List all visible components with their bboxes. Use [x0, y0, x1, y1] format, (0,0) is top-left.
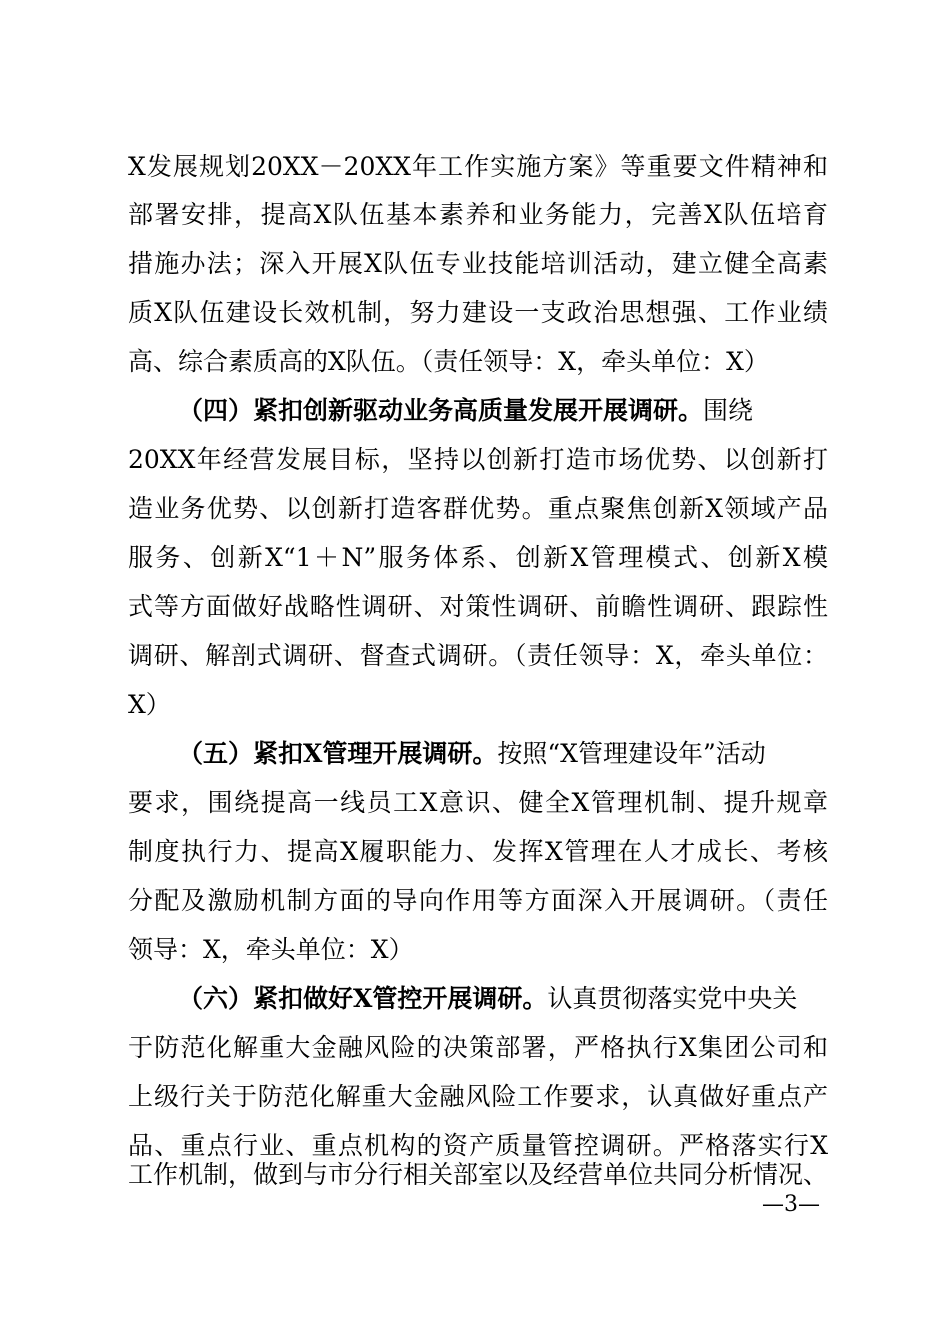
section-4-heading: （四）紧扣创新驱动业务高质量发展开展调研。 — [178, 396, 704, 425]
text-line: 上级行关于防范化解重大金融风险工作要求，认真做好重点产 — [128, 1082, 828, 1111]
text-line: 调研、解剖式调研、督查式调研。（责任领导：X，牵头单位： — [128, 641, 828, 670]
text-line: 要求，围绕提高一线员工X意识、健全X管理机制、提升规章 — [128, 788, 828, 817]
section-5-heading: （五）紧扣X管理开展调研。 — [178, 739, 498, 768]
text-line: 20XX年经营发展目标，坚持以创新打造市场优势、以创新打 — [128, 445, 828, 474]
text-line: 工作机制，做到与市分行相关部室以及经营单位共同分析情况、 — [128, 1160, 829, 1189]
text-line: 服务、创新X“1＋N”服务体系、创新X管理模式、创新X模 — [128, 543, 828, 572]
section-5-first-line — [178, 737, 828, 771]
section-4-lead: 围绕 — [703, 396, 754, 425]
section-6-first-line — [178, 982, 828, 1016]
text-line: 造业务优势、以创新打造客群优势。重点聚焦创新X领域产品 — [128, 494, 828, 523]
page-number: —3— — [762, 1192, 820, 1217]
text-line: 制度执行力、提高X履职能力、发挥X管理在人才成长、考核 — [128, 837, 828, 866]
text-line: 高、综合素质高的X队伍。（责任领导：X，牵头单位：X） — [128, 347, 769, 376]
text-line: 于防范化解重大金融风险的决策部署，严格执行X集团公司和 — [128, 1033, 828, 1062]
text-line: 式等方面做好战略性调研、对策性调研、前瞻性调研、跟踪性 — [128, 592, 828, 621]
text-line: 品、重点行业、重点机构的资产质量管控调研。严格落实行X — [128, 1131, 828, 1160]
text-line: 措施办法；深入开展X队伍专业技能培训活动，建立健全高素 — [128, 249, 828, 278]
text-line: 部署安排，提高X队伍基本素养和业务能力，完善X队伍培育 — [128, 200, 828, 229]
text-line: X发展规划20XX－20XX年工作实施方案》等重要文件精神和 — [128, 152, 828, 181]
section-5-lead: 按照“X管理建设年”活动 — [497, 739, 766, 768]
text-line: 质X队伍建设长效机制，努力建设一支政治思想强、工作业绩 — [128, 298, 828, 327]
section-4-first-line — [178, 394, 828, 428]
text-line: 分配及激励机制方面的导向作用等方面深入开展调研。（责任 — [128, 886, 828, 915]
text-line: X） — [128, 690, 171, 719]
section-6-lead: 认真贯彻落实党中央关 — [547, 984, 798, 1013]
text-line: 领导：X，牵头单位：X） — [128, 935, 414, 964]
section-6-heading: （六）紧扣做好X管控开展调研。 — [178, 984, 548, 1013]
